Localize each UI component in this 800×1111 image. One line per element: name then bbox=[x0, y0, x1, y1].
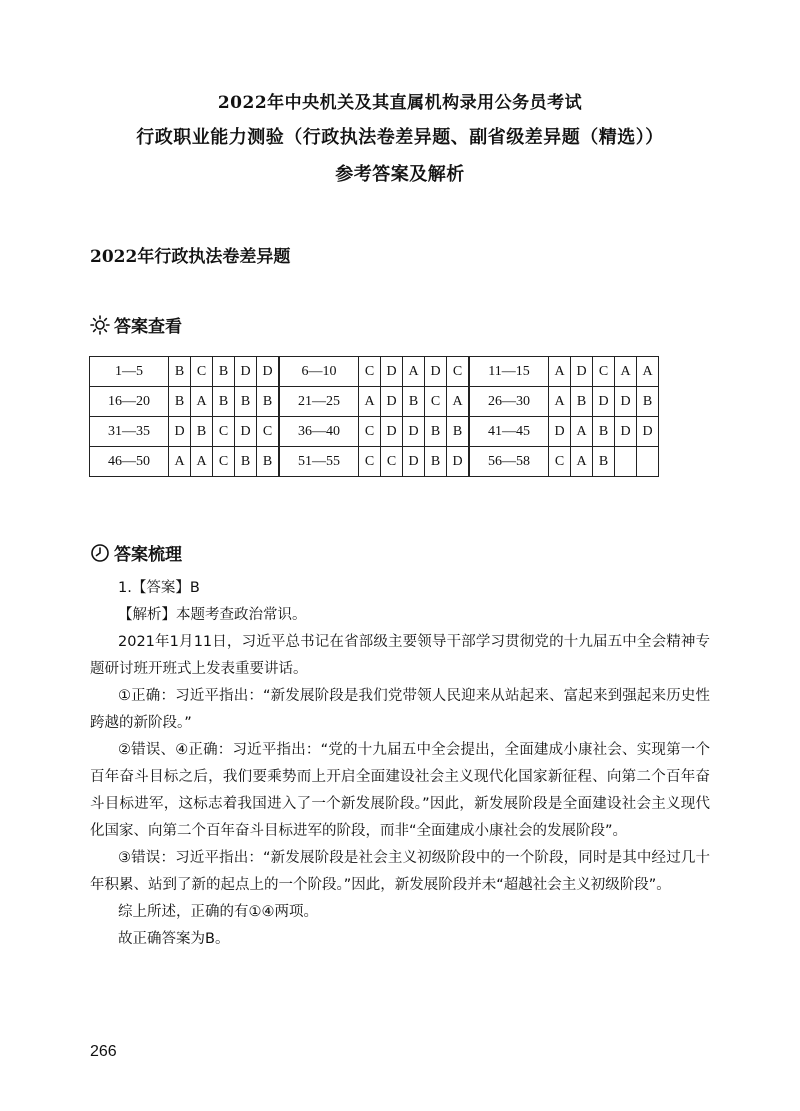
answer-cell: D bbox=[381, 387, 403, 417]
answer-cell: B bbox=[235, 447, 257, 477]
paragraph: ③错误：习近平指出：“新发展阶段是社会主义初级阶段中的一个阶段，同时是其中经过几十年积累、站到了新的起点上的一个阶段。”因此，新发展阶段并未“超越社会主义初级阶段”。 bbox=[90, 850, 710, 893]
answer-cell: A bbox=[191, 387, 213, 417]
answer-cell: D bbox=[593, 387, 615, 417]
answer-cell: C bbox=[213, 447, 235, 477]
answer-cell: C bbox=[549, 447, 571, 477]
exam-subtitle: 行政职业能力测验（行政执法卷差异题、副省级差异题（精选）） bbox=[136, 127, 664, 148]
answer-line: 1.【答案】B bbox=[118, 580, 200, 596]
analysis-label: 【解析】本题考查政治常识。 bbox=[118, 607, 307, 623]
answer-cell: A bbox=[549, 387, 571, 417]
review-heading-text: 答案梳理 bbox=[114, 545, 182, 565]
answer-cell: A bbox=[571, 417, 593, 447]
answer-cell: B bbox=[571, 387, 593, 417]
answer-cell: B bbox=[425, 417, 447, 447]
answer-cell: D bbox=[447, 447, 470, 477]
answer-cell: B bbox=[593, 417, 615, 447]
question-range: 6—10 bbox=[279, 357, 359, 387]
answer-cell: A bbox=[403, 357, 425, 387]
answer-cell: B bbox=[257, 387, 280, 417]
answer-cell: C bbox=[213, 417, 235, 447]
answer-cell: D bbox=[571, 357, 593, 387]
answer-cell bbox=[637, 447, 659, 477]
answer-cell: C bbox=[593, 357, 615, 387]
answer-cell: A bbox=[447, 387, 470, 417]
answer-row bbox=[90, 417, 659, 447]
answer-cell bbox=[615, 447, 637, 477]
exam-title: 2022年中央机关及其直属机构录用公务员考试 bbox=[217, 93, 583, 113]
answer-cell: B bbox=[257, 447, 280, 477]
answer-row bbox=[90, 447, 659, 477]
answer-cell: A bbox=[169, 447, 191, 477]
page-number: 266 bbox=[90, 1043, 117, 1060]
answer-cell: B bbox=[425, 447, 447, 477]
review-heading bbox=[90, 540, 182, 565]
question-range: 56—58 bbox=[469, 447, 549, 477]
answer-cell: C bbox=[359, 417, 381, 447]
question-range: 21—25 bbox=[279, 387, 359, 417]
answer-cell: D bbox=[425, 357, 447, 387]
answer-cell: D bbox=[637, 417, 659, 447]
answer-cell: D bbox=[403, 447, 425, 477]
answer-cell: B bbox=[593, 447, 615, 477]
paragraph: 综上所述，正确的有①④两项。 bbox=[118, 904, 318, 920]
answer-cell: B bbox=[169, 357, 191, 387]
answer-cell: D bbox=[235, 357, 257, 387]
answer-cell: A bbox=[359, 387, 381, 417]
answer-cell: D bbox=[381, 417, 403, 447]
answer-cell: D bbox=[169, 417, 191, 447]
question-range: 1—5 bbox=[90, 357, 169, 387]
clock-icon bbox=[90, 543, 110, 563]
answer-cell: A bbox=[549, 357, 571, 387]
question-range: 11—15 bbox=[469, 357, 549, 387]
answer-cell: C bbox=[359, 447, 381, 477]
question-range: 26—30 bbox=[469, 387, 549, 417]
answer-cell: C bbox=[257, 417, 280, 447]
paragraph: 故正确答案为B。 bbox=[118, 931, 230, 947]
doc-heading: 参考答案及解析 bbox=[335, 164, 465, 185]
answer-cell: B bbox=[169, 387, 191, 417]
answer-cell: D bbox=[403, 417, 425, 447]
answer-cell: D bbox=[615, 417, 637, 447]
answer-cell: B bbox=[637, 387, 659, 417]
answer-cell: B bbox=[213, 357, 235, 387]
answer-key-heading bbox=[90, 312, 182, 337]
question-range: 31—35 bbox=[90, 417, 169, 447]
question-range: 16—20 bbox=[90, 387, 169, 417]
question-range: 36—40 bbox=[279, 417, 359, 447]
sun-icon bbox=[90, 315, 110, 335]
answer-cell: A bbox=[637, 357, 659, 387]
answer-cell: C bbox=[191, 357, 213, 387]
answer-cell: C bbox=[447, 357, 470, 387]
question-range: 46—50 bbox=[90, 447, 169, 477]
answer-cell: D bbox=[615, 387, 637, 417]
answer-key-table bbox=[89, 356, 659, 477]
answer-cell: A bbox=[615, 357, 637, 387]
answer-cell: D bbox=[549, 417, 571, 447]
answer-row bbox=[90, 387, 659, 417]
answer-cell: B bbox=[403, 387, 425, 417]
paragraph: ①正确：习近平指出：“新发展阶段是我们党带领人民迎来从站起来、富起来到强起来历史性跨越的新阶段。” bbox=[90, 688, 710, 731]
answer-cell: B bbox=[213, 387, 235, 417]
answer-cell: B bbox=[447, 417, 470, 447]
answer-cell: A bbox=[571, 447, 593, 477]
answer-cell: D bbox=[257, 357, 280, 387]
answer-cell: C bbox=[425, 387, 447, 417]
paragraph: 2021年1月11日，习近平总书记在省部级主要领导干部学习贯彻党的十九届五中全会精神专题研讨班开班式上发表重要讲话。 bbox=[90, 634, 710, 677]
answer-cell: B bbox=[191, 417, 213, 447]
explanation-body bbox=[90, 575, 710, 953]
answer-cell: D bbox=[381, 357, 403, 387]
answer-cell: C bbox=[381, 447, 403, 477]
answer-cell: A bbox=[191, 447, 213, 477]
answer-cell: B bbox=[235, 387, 257, 417]
question-range: 41—45 bbox=[469, 417, 549, 447]
answer-key-heading-text: 答案查看 bbox=[114, 317, 182, 337]
section-title: 2022年行政执法卷差异题 bbox=[90, 247, 291, 267]
question-range: 51—55 bbox=[279, 447, 359, 477]
answer-cell: C bbox=[359, 357, 381, 387]
answer-cell: D bbox=[235, 417, 257, 447]
answer-row bbox=[90, 357, 659, 387]
paragraph: ②错误、④正确：习近平指出：“党的十九届五中全会提出，全面建成小康社会、实现第一个百年奋斗目标之后，我们要乘势而上开启全面建设社会主义现代化国家新征程、向第二个百年奋斗目标进军，这标志着我国进入了一个新发展阶段。”因此，新发展阶段是全面建设社会主义现代化国家、向第二个百年奋斗目标进军的阶段，而非“全面建成小康社会的发展阶段”。 bbox=[90, 742, 710, 839]
